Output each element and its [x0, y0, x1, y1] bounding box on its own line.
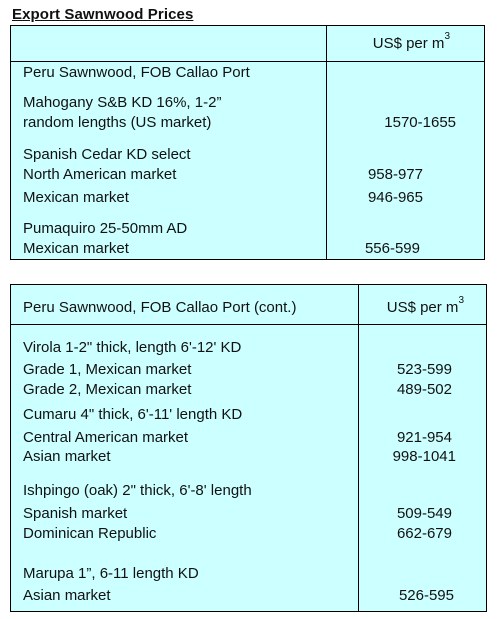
table-row-label: Marupa 1”, 6-11 length KD [23, 565, 199, 582]
table-row-label: Peru Sawnwood, FOB Callao Port [23, 64, 250, 81]
table-row-value: 556-599 [364, 240, 420, 257]
page-title: Export Sawnwood Prices [12, 6, 194, 23]
table-row-value: 998-1041 [392, 448, 456, 465]
table-row-label: Asian market [23, 587, 111, 604]
table-row-value: 662-679 [396, 525, 452, 542]
unit-header: US$ per $m^3$ [372, 31, 450, 52]
price-table-1 [10, 25, 485, 260]
table-row-value: 509-549 [396, 505, 452, 522]
table-row-value: 489-502 [396, 381, 452, 398]
table-row-label: Asian market [23, 448, 111, 465]
table-header-label: Peru Sawnwood, FOB Callao Port (cont.) [23, 299, 297, 316]
header-divider [11, 61, 484, 62]
table-row-label: North American market [23, 166, 177, 183]
table-row-label: Grade 1, Mexican market [23, 361, 192, 378]
table-row-label: Central American market [23, 429, 189, 446]
table-row-label: Ishpingo (oak) 2" thick, 6'-8' length [23, 482, 252, 499]
table-row-label: Spanish Cedar KD select [23, 146, 191, 163]
table-row-value: 958-977 [367, 166, 423, 183]
table-row-label: Mahogany S&B KD 16%, 1-2” [23, 94, 222, 111]
table-row-label: Grade 2, Mexican market [23, 381, 192, 398]
table-row-label: Virola 1-2" thick, length 6'-12' KD [23, 339, 242, 356]
table-row-label: Mexican market [23, 189, 129, 206]
table-row-label: Spanish market [23, 505, 128, 522]
column-divider [358, 285, 359, 611]
price-table-2 [10, 284, 487, 612]
header-divider [11, 324, 486, 325]
unit-header: US$ per $m^3$ [386, 295, 464, 316]
table-row-value: 1570-1655 [384, 114, 456, 131]
table-row-label: random lengths (US market) [23, 114, 212, 131]
table-row-label: Cumaru 4" thick, 6'-11' length KD [23, 406, 243, 423]
table-row-value: 526-595 [398, 587, 454, 604]
table-row-value: 921-954 [396, 429, 452, 446]
table-row-value: 523-599 [396, 361, 452, 378]
table-row-label: Mexican market [23, 240, 129, 257]
table-row-label: Dominican Republic [23, 525, 157, 542]
table-row-value: 946-965 [367, 189, 423, 206]
table-row-label: Pumaquiro 25-50mm AD [23, 220, 188, 237]
